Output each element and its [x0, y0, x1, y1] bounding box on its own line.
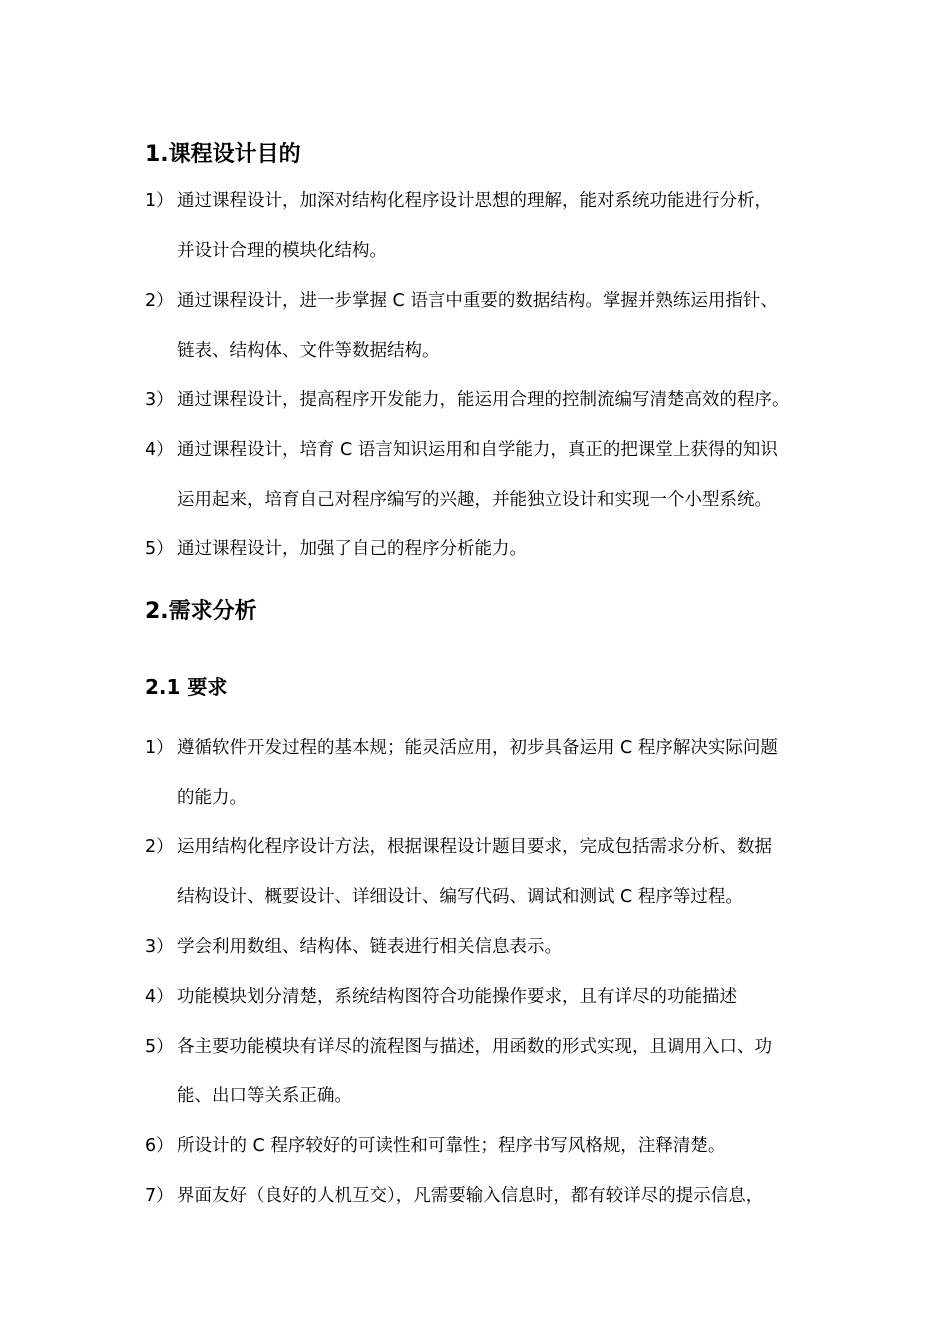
list-item-number: 4） — [145, 987, 174, 1007]
list-item-text: 链表、结构体、文件等数据结构。 — [177, 341, 440, 361]
list-item-number: 2） — [145, 837, 174, 857]
list-item-text: 的能力。 — [177, 788, 247, 808]
list-item-text: 运用结构化程序设计方法，根据课程设计题目要求，完成包括需求分析、数据 — [177, 837, 772, 857]
list-item-number: 5） — [145, 539, 174, 559]
list-item-text: 通过课程设计，加强了自己的程序分析能力。 — [177, 539, 527, 559]
list-item-text: 通过课程设计，提高程序开发能力，能运用合理的控制流编写清楚高效的程序。 — [177, 390, 790, 410]
list-item-number: 3） — [145, 937, 174, 957]
list-item-number: 6） — [145, 1136, 174, 1156]
list-item-text: 各主要功能模块有详尽的流程图与描述，用函数的形式实现，且调用入口、功 — [177, 1037, 772, 1057]
list-item-number: 3） — [145, 390, 174, 410]
section-2-1-heading: 2.1 要求 — [145, 675, 228, 699]
list-item-text: 所设计的 C 程序较好的可读性和可靠性；程序书写风格规，注释清楚。 — [177, 1136, 726, 1156]
list-item-text: 学会利用数组、结构体、链表进行相关信息表示。 — [177, 937, 562, 957]
list-item-text: 界面友好（良好的人机互交），凡需要输入信息时，都有较详尽的提示信息， — [177, 1186, 764, 1206]
list-item-text: 并设计合理的模块化结构。 — [177, 241, 387, 261]
list-item-number: 1） — [145, 738, 174, 758]
list-item-text: 通过课程设计，加深对结构化程序设计思想的理解，能对系统功能进行分析， — [177, 191, 772, 211]
list-item-text: 功能模块划分清楚，系统结构图符合功能操作要求，且有详尽的功能描述 — [177, 987, 737, 1007]
list-item-text: 通过课程设计，培育 C 语言知识运用和自学能力，真正的把课堂上获得的知识 — [177, 440, 778, 460]
list-item-text: 结构设计、概要设计、详细设计、编写代码、调试和测试 C 程序等过程。 — [177, 887, 743, 907]
list-item-number: 4） — [145, 440, 174, 460]
list-item-text: 运用起来，培育自己对程序编写的兴趣，并能独立设计和实现一个小型系统。 — [177, 490, 772, 510]
list-item-text: 遵循软件开发过程的基本规；能灵活应用，初步具备运用 C 程序解决实际问题 — [177, 738, 778, 758]
list-item-number: 5） — [145, 1037, 174, 1057]
section-2-heading: 2.需求分析 — [145, 599, 257, 624]
list-item-number: 2） — [145, 291, 174, 311]
list-item-text: 能、出口等关系正确。 — [177, 1086, 352, 1106]
list-item-number: 1） — [145, 191, 174, 211]
list-item-text: 通过课程设计，进一步掌握 C 语言中重要的数据结构。掌握并熟练运用指针、 — [177, 291, 778, 311]
section-1-heading: 1.课程设计目的 — [145, 142, 301, 167]
list-item-number: 7） — [145, 1186, 174, 1206]
